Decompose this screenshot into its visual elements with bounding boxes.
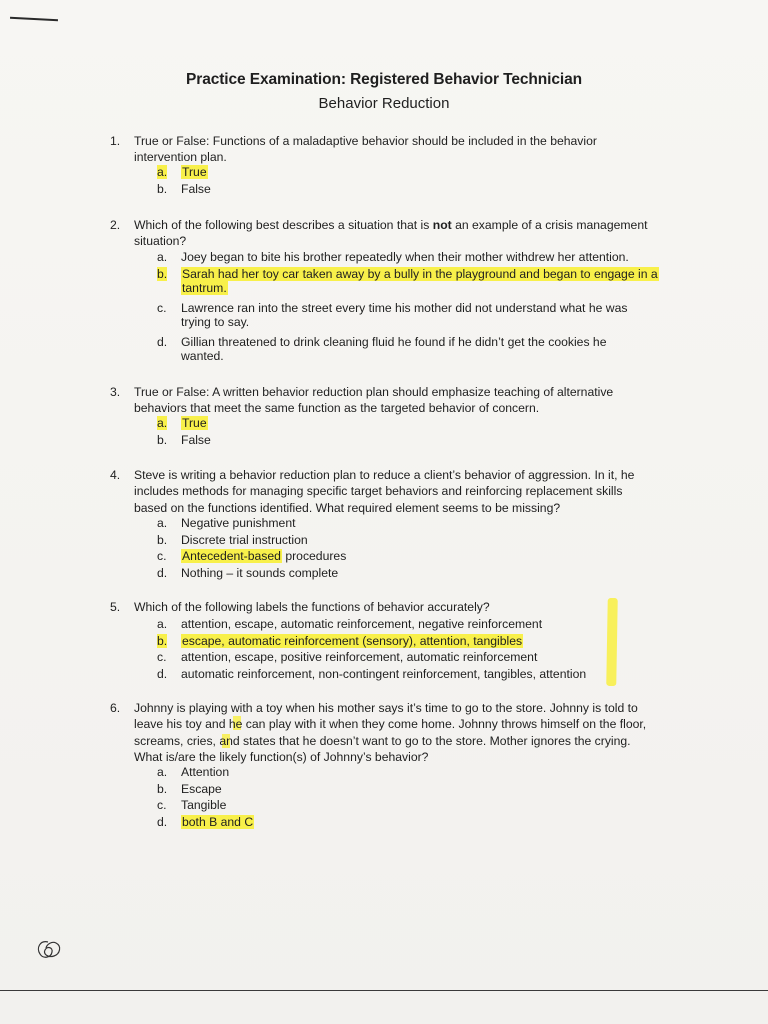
question-line: intervention plan. [134, 150, 227, 165]
option-a [0, 165, 768, 182]
option-d [0, 815, 768, 832]
option-d [0, 566, 768, 583]
scribble-logo-icon [34, 938, 64, 962]
question-line: behaviors that meet the same function as the targeted behavior of concern. [134, 401, 540, 416]
option-letter: d. [157, 334, 168, 349]
question-number: 3. [110, 385, 121, 399]
option-text: False [181, 432, 211, 447]
question-text [134, 467, 704, 516]
question-line: Which of the following best describes a situation that is not an example of a crisis management [134, 218, 648, 232]
option-letter: c. [157, 300, 167, 315]
option-letter: b. [157, 633, 168, 648]
option-letter: b. [157, 266, 168, 281]
options-list [0, 765, 768, 832]
option-letter: c. [157, 549, 167, 564]
options-list [0, 617, 768, 684]
option-text: Antecedent-based [182, 549, 281, 564]
option-text: Tangible [181, 798, 227, 813]
question-text [134, 133, 704, 166]
option-c [0, 549, 768, 566]
question-line: Which of the following labels the functions of behavior accurately? [134, 600, 490, 614]
options-list [0, 516, 768, 583]
option-a [0, 416, 768, 433]
option-letter: d. [157, 815, 168, 830]
question-line: based on the functions identified. What required element seems to be missing? [134, 500, 561, 515]
question-number: 6. [110, 701, 121, 715]
option-letter: a. [157, 765, 168, 779]
page-bottom-edge [0, 990, 768, 991]
options-list [0, 250, 768, 369]
option-letter: a. [157, 416, 168, 430]
question-line: What is/are the likely function(s) of Johnny’s behavior? [134, 749, 429, 764]
option-text: Joey began to bite his brother repeatedly when their mother withdrew her attention. [181, 250, 629, 264]
option-text: attention, escape, automatic reinforcement, negative reinforcement [181, 617, 543, 631]
option-text: Negative punishment [181, 516, 296, 530]
option-c [0, 650, 768, 667]
highlighter-mark [606, 598, 618, 686]
option-text: escape, automatic reinforcement (sensory), attention, tangibles [182, 633, 523, 648]
option-text-rest: procedures [281, 549, 347, 564]
option-letter: b. [157, 781, 168, 796]
question-number: 2. [110, 218, 121, 232]
options-list [0, 416, 768, 449]
option-a [0, 617, 768, 634]
page-title: Practice Examination: Registered Behavior Technician [186, 71, 582, 88]
question-line: leave his toy and he can play with it when they come home. Johnny throws himself on the floor, [134, 717, 647, 732]
option-d [0, 667, 768, 684]
options-list [0, 165, 768, 198]
option-text: Gillian threatened to drink cleaning fluid he found if he didn’t get the cookies he [181, 334, 607, 349]
option-letter: a. [157, 250, 168, 264]
option-letter: b. [157, 181, 168, 196]
question-number: 5. [110, 600, 121, 614]
option-b [0, 433, 768, 450]
option-text: True [182, 165, 207, 179]
question-line: Johnny is playing with a toy when his mother says it’s time to go to the store. Johnny is told to [134, 701, 638, 715]
question-line: Steve is writing a behavior reduction plan to reduce a client’s behavior of aggression. In it, he [134, 468, 635, 482]
option-text: Discrete trial instruction [181, 532, 308, 547]
option-b [0, 634, 768, 651]
question-line: screams, cries, and states that he doesn’t want to go to the store. Mother ignores the crying. [134, 733, 631, 748]
option-letter: a. [157, 617, 168, 631]
option-b [0, 267, 768, 301]
question-line: True or False: A written behavior reduction plan should emphasize teaching of alternative [134, 385, 614, 399]
option-c [0, 798, 768, 815]
option-text: automatic reinforcement, non-contingent reinforcement, tangibles, attention [181, 667, 587, 682]
page-subtitle: Behavior Reduction [318, 95, 450, 112]
option-d [0, 335, 768, 369]
question-number: 1. [110, 134, 121, 148]
option-a [0, 765, 768, 782]
option-letter: a. [157, 516, 168, 530]
option-letter: d. [157, 566, 168, 581]
question-line: includes methods for managing specific target behaviors and reinforcing replacement skills [134, 484, 623, 499]
option-letter: d. [157, 667, 168, 682]
pen-mark [10, 17, 58, 22]
option-text: Sarah had her toy car taken away by a bully in the playground and began to engage in a [182, 266, 658, 281]
option-text-cont: wanted. [181, 348, 224, 363]
option-text: False [181, 181, 211, 196]
question-number: 4. [110, 468, 121, 482]
option-letter: c. [157, 650, 167, 665]
option-text: Escape [181, 781, 222, 796]
option-text: Attention [181, 765, 230, 779]
question-text [134, 217, 704, 250]
question-text [134, 599, 704, 615]
option-text-cont: trying to say. [181, 314, 250, 329]
question-text [134, 384, 704, 417]
option-text-cont: tantrum. [182, 280, 227, 295]
option-letter: b. [157, 432, 168, 447]
option-text: Lawrence ran into the street every time his mother did not understand what he was [181, 300, 628, 315]
option-letter: a. [157, 165, 168, 179]
option-c [0, 301, 768, 335]
option-text: both B and C [182, 815, 254, 830]
question-line: True or False: Functions of a maladaptive behavior should be included in the behavior [134, 134, 597, 148]
option-a [0, 516, 768, 533]
question-text [134, 700, 704, 765]
option-b [0, 782, 768, 799]
question-line: situation? [134, 234, 187, 249]
option-letter: c. [157, 798, 167, 813]
option-text: True [182, 416, 207, 430]
option-text: Nothing – it sounds complete [181, 566, 339, 581]
option-letter: b. [157, 532, 168, 547]
option-b [0, 182, 768, 199]
option-a [0, 250, 768, 267]
option-text: attention, escape, positive reinforcement, automatic reinforcement [181, 650, 538, 665]
option-b [0, 533, 768, 550]
